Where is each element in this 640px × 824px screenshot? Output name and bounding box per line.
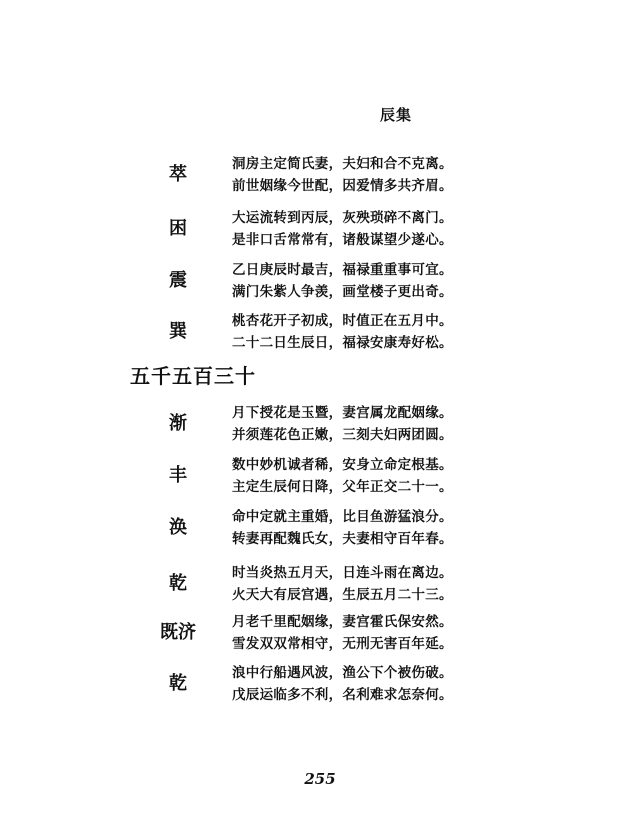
verse-line: 并须莲花色正嫩，三刻夫妇两团圆。 <box>232 427 453 443</box>
hexagram-entry <box>0 402 640 446</box>
verse-block <box>232 402 453 446</box>
hexagram-name: 巽 <box>169 321 187 342</box>
hexagram-entry <box>0 310 640 354</box>
hexagram-entry <box>0 259 640 303</box>
hexagram-entry <box>0 454 640 498</box>
verse-line: 大运流转到丙辰，灰殃琐碎不离门。 <box>232 210 453 226</box>
section-heading: 五千五百三十 <box>130 364 256 388</box>
verse-line: 转妻再配魏氏女，夫妻相守百年春。 <box>232 531 453 547</box>
hexagram-name: 震 <box>169 270 187 291</box>
verse-block <box>232 207 453 251</box>
hexagram-name: 渐 <box>169 413 187 434</box>
hexagram-entry <box>0 562 640 606</box>
hexagram-name: 困 <box>169 218 187 239</box>
verse-line: 乙日庚辰时最吉，福禄重重事可宜。 <box>232 262 453 278</box>
hexagram-entry <box>0 153 640 197</box>
verse-line: 桃杏花开子初成，时值正在五月中。 <box>232 313 453 329</box>
hexagram-name: 丰 <box>169 465 187 486</box>
verse-line: 前世姻缘今世配，因爱情多共齐眉。 <box>232 178 453 194</box>
verse-line: 时当炎热五月天，日连斗雨在离边。 <box>232 565 453 581</box>
verse-block <box>232 562 453 606</box>
verse-line: 浪中行船遇风波，渔公下个被伤破。 <box>232 665 453 681</box>
verse-block <box>232 454 453 498</box>
verse-line: 月下授花是玉暨，妻宫属龙配姻缘。 <box>232 405 453 421</box>
verse-line: 火天大有辰宫遇，生辰五月二十三。 <box>232 587 453 603</box>
page-number: 255 <box>304 770 336 788</box>
verse-line: 是非口舌常常有，诸般谋望少遂心。 <box>232 232 453 248</box>
verse-block <box>232 662 453 706</box>
hexagram-name: 既济 <box>160 622 196 643</box>
running-head: 辰集 <box>380 106 413 124</box>
verse-line: 命中定就主重婚，比目鱼游猛浪分。 <box>232 509 453 525</box>
verse-line: 主定生辰何日降，父年正交二十一。 <box>232 479 453 495</box>
verse-line: 满门朱紫人争羡，画堂楼子更出奇。 <box>232 284 453 300</box>
verse-block <box>232 259 453 303</box>
hexagram-entry <box>0 611 640 655</box>
verse-block <box>232 611 453 655</box>
hexagram-name: 涣 <box>169 517 187 538</box>
verse-block <box>232 506 453 550</box>
verse-line: 洞房主定简氏妻，夫妇和合不克离。 <box>232 156 453 172</box>
verse-line: 雪发双双常相守，无刑无害百年延。 <box>232 636 453 652</box>
hexagram-name: 乾 <box>169 573 187 594</box>
verse-line: 月老千里配姻缘，妻宫霍氏保安然。 <box>232 614 453 630</box>
verse-line: 二十二日生辰日，福禄安康寿好松。 <box>232 335 453 351</box>
verse-line: 数中妙机诚者稀，安身立命定根基。 <box>232 457 453 473</box>
hexagram-name: 萃 <box>169 164 187 185</box>
verse-block <box>232 310 453 354</box>
verse-line: 戊辰运临多不利，名利难求怎奈何。 <box>232 687 453 703</box>
verse-block <box>232 153 453 197</box>
hexagram-entry <box>0 207 640 251</box>
hexagram-name: 乾 <box>169 673 187 694</box>
hexagram-entry <box>0 662 640 706</box>
hexagram-entry <box>0 506 640 550</box>
